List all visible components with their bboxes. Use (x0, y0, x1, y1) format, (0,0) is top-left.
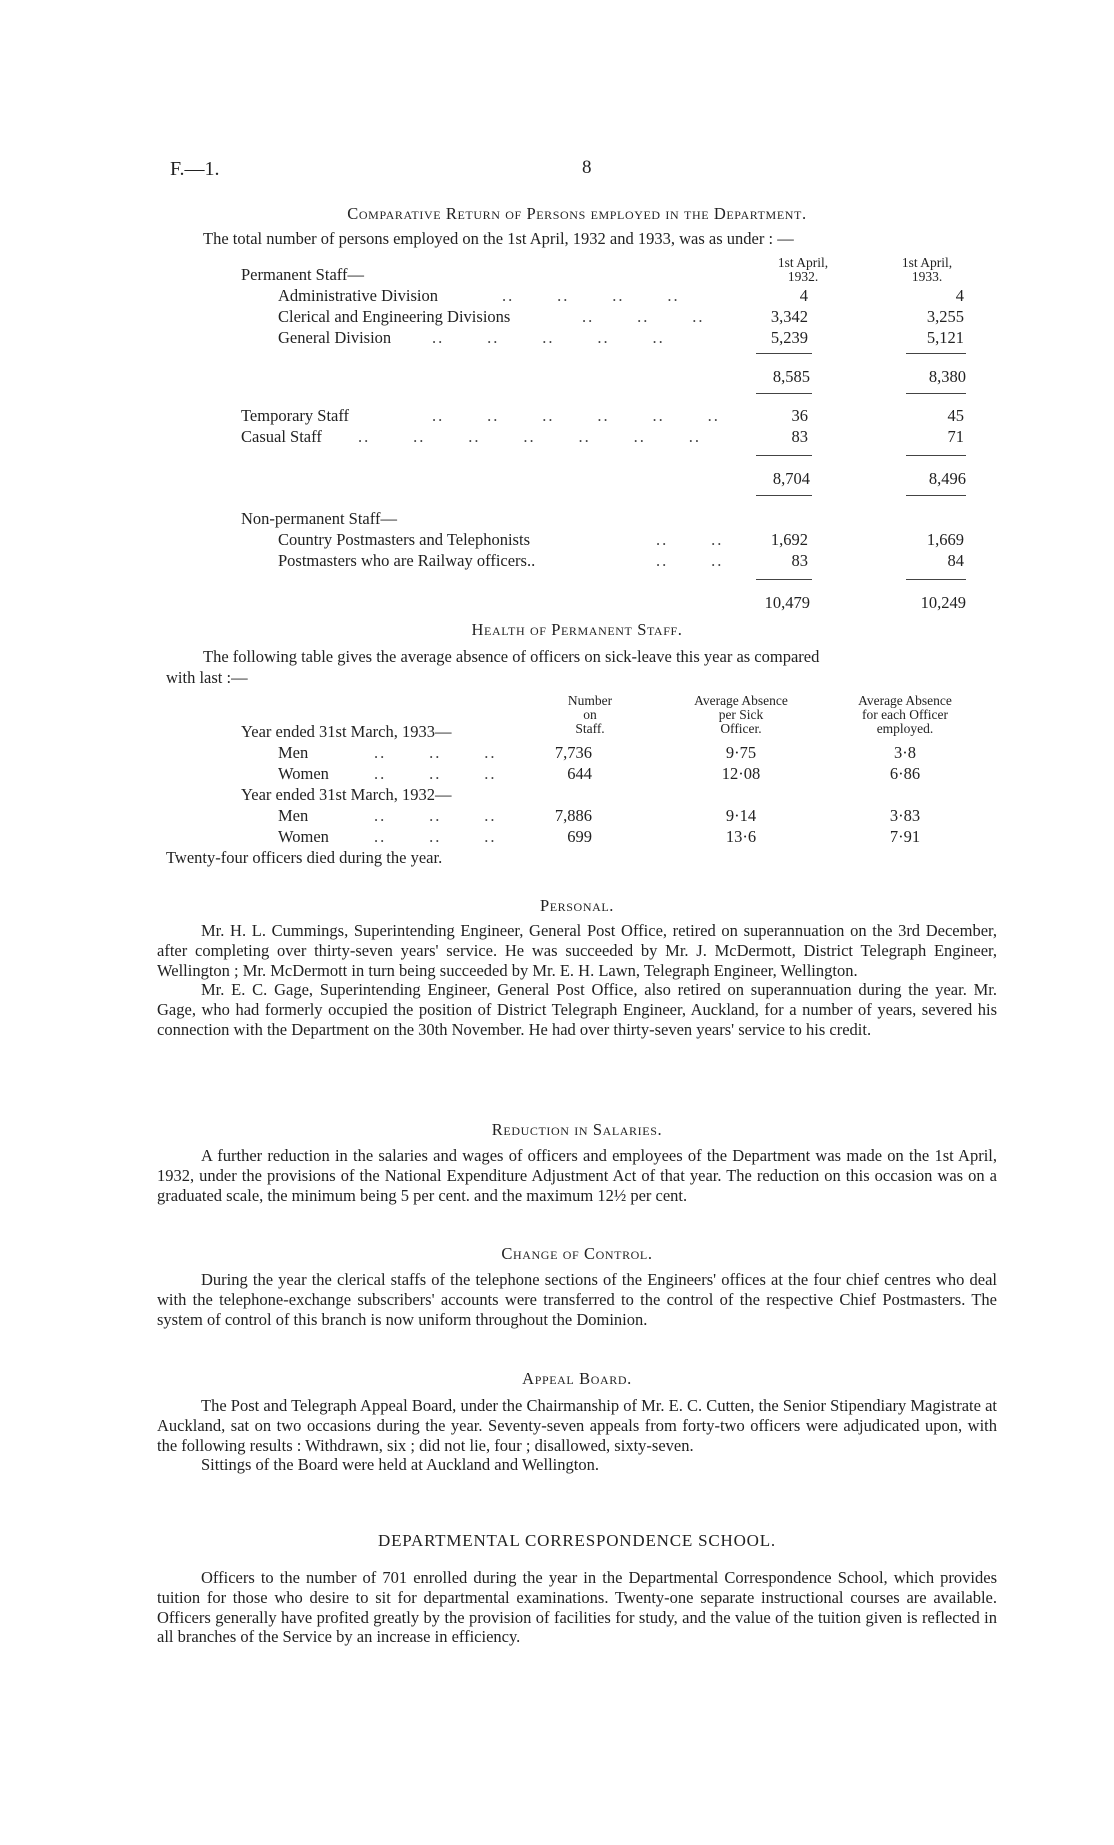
leader-dots: .. .. .. (374, 827, 497, 846)
table-cell-each: 3·83 (889, 806, 921, 825)
table-cell-sick: 9·75 (725, 743, 757, 762)
table-cell-each: 7·91 (889, 827, 921, 846)
leader-dots: .. .. (656, 530, 724, 549)
health-intro-line-2: with last :— (166, 668, 248, 687)
table-cell-each: 3·8 (894, 743, 916, 762)
paragraph: Officers to the number of 701 enrolled during the year in the Departmental Correspondence School, which provides tuition for those who desire to sit for departmental examinations. Twenty-one separate instructional courses are available. Officers generally have profited greatly by the provision of facilities for study, and the value of the tuition given is reflected in all branches of the Service by an increase in efficiency. (157, 1568, 997, 1647)
section-heading-salaries: Reduction in Salaries. (491, 1120, 663, 1139)
paragraph: Mr. H. L. Cummings, Superintending Engineer, General Post Office, retired on superannuation on the 3rd December, after completing over thirty-seven years' service. He was succeeded by Mr. J. McDermott, District Telegraph Engineer, Wellington ; Mr. McDermott in turn being succeeded by Mr. E. H. Lawn, Telegraph Engineer, Wellington. (157, 921, 997, 980)
table-cell-1932: 3,342 (770, 307, 808, 326)
section-heading-school: DEPARTMENTAL CORRESPONDENCE SCHOOL. (378, 1531, 776, 1550)
table-row-label: Administrative Division (278, 286, 438, 305)
leader-dots: .. .. .. (374, 764, 497, 783)
table-row-label: General Division (278, 328, 392, 347)
paragraph: The Post and Telegraph Appeal Board, under the Chairmanship of Mr. E. C. Cutten, the Senior Stipendiary Magistrate at Auckland, sat on two occasions during the year. Seventy-seven appeals from forty-two officers were adjudicated upon, with the following results : Withdrawn, six ; did not lie, four ; disallowed, sixty-seven. (157, 1396, 997, 1455)
table-cell-1933: 5,121 (926, 328, 964, 347)
health-note: Twenty-four officers died during the year. (166, 848, 443, 867)
paragraph: Sittings of the Board were held at Auckland and Wellington. (201, 1455, 599, 1475)
column-header-absence-each: Average Absence for each Officer employed. (858, 693, 952, 737)
paragraph: Mr. E. C. Gage, Superintending Engineer, General Post Office, also retired on superannuation during the year. Mr. Gage, who had formerly occupied the position of District Telegraph Engineer, Auckland, for a number of years, severed his connection with the Department on the 30th November. He had over thirty-seven years' service to his credit. (157, 980, 997, 1039)
table-cell-1933: 3,255 (926, 307, 964, 326)
leader-dots: .. .. .. (374, 743, 497, 762)
comparative-return-intro: The total number of persons employed on the 1st April, 1932 and 1933, was as under : — (203, 229, 794, 248)
year-group-label: Year ended 31st March, 1932— (241, 785, 452, 804)
document-reference: F.—1. (170, 158, 220, 180)
table-row-label: Women (278, 764, 329, 783)
table-cell-staff: 699 (567, 827, 592, 846)
table-cell-1933: 1,669 (926, 530, 964, 549)
table-cell-staff: 7,886 (554, 806, 592, 825)
column-header-number-on-staff: Number on Staff. (567, 693, 613, 737)
total-rule (906, 353, 966, 354)
table-row-label: Temporary Staff (241, 406, 350, 425)
total-rule (756, 455, 812, 456)
total-rule (756, 353, 812, 354)
leader-dots: .. .. .. .. .. .. (432, 406, 720, 425)
table-cell-1932: 4 (799, 286, 808, 305)
table-cell-sick: 9·14 (725, 806, 757, 825)
total-rule (756, 579, 812, 580)
total-rule (756, 393, 812, 394)
school-body (157, 1568, 997, 1647)
control-body (157, 1270, 997, 1329)
personal-body (157, 921, 997, 1040)
table-row-label: Casual Staff (241, 427, 322, 446)
table-cell-1932: 1,692 (770, 530, 808, 549)
table-cell-1932: 83 (791, 427, 808, 446)
subtotal-1932: 8,704 (772, 469, 810, 488)
total-rule (756, 495, 812, 496)
salaries-body (157, 1146, 997, 1205)
table-row-label: Postmasters who are Railway officers.. (278, 551, 536, 570)
paragraph: A further reduction in the salaries and wages of officers and employees of the Department was made on the 1st April, 1932, under the provisions of the National Expenditure Adjustment Act of that year. The reduction on this occasion was on a graduated scale, the minimum being 5 per cent. and the maximum 12½ per cent. (157, 1146, 997, 1205)
subtotal-1933: 8,496 (928, 469, 966, 488)
section-heading-control: Change of Control. (501, 1244, 653, 1263)
leader-dots: .. .. .. (582, 307, 705, 326)
table-row-label: Men (278, 806, 309, 825)
table-cell-1933: 71 (947, 427, 964, 446)
leader-dots: .. .. .. .. .. (432, 328, 665, 347)
permanent-staff-label: Permanent Staff— (241, 265, 364, 284)
table-row-label: Women (278, 827, 329, 846)
section-heading-health: Health of Permanent Staff. (471, 620, 683, 639)
total-rule (906, 495, 966, 496)
section-heading-comparative-return: Comparative Return of Persons employed in the Department. (347, 204, 807, 223)
table-row-label: Clerical and Engineering Divisions (278, 307, 511, 326)
table-cell-1932: 5,239 (770, 328, 808, 347)
column-header-absence-per-sick: Average Absence per Sick Officer. (694, 693, 788, 737)
total-rule (906, 393, 966, 394)
section-heading-appeal: Appeal Board. (522, 1369, 632, 1388)
table-cell-1932: 83 (791, 551, 808, 570)
table-cell-1933: 4 (955, 286, 964, 305)
leader-dots: .. .. (656, 551, 724, 570)
health-intro-line-1: The following table gives the average absence of officers on sick-leave this year as compared (203, 647, 820, 666)
table-cell-1933: 45 (947, 406, 964, 425)
table-cell-staff: 644 (567, 764, 592, 783)
table-cell-1932: 36 (791, 406, 808, 425)
total-rule (906, 579, 966, 580)
section-heading-personal: Personal. (539, 896, 615, 915)
table-cell-sick: 12·08 (721, 764, 761, 783)
grand-total-1933: 10,249 (920, 593, 966, 612)
total-rule (906, 455, 966, 456)
leader-dots: .. .. .. (374, 806, 497, 825)
appeal-body (157, 1396, 997, 1475)
column-header-1933: 1st April, 1933. (901, 255, 953, 285)
leader-dots: .. .. .. .. (502, 286, 680, 305)
paragraph: During the year the clerical staffs of the telephone sections of the Engineers' offices at the four chief centres who deal with the telephone-exchange subscribers' accounts were transferred to the control of the respective Chief Postmasters. The system of control of this branch is now uniform throughout the Dominion. (157, 1270, 997, 1329)
table-cell-each: 6·86 (889, 764, 921, 783)
leader-dots: .. .. .. .. .. .. .. (358, 427, 701, 446)
table-row-label: Country Postmasters and Telephonists (278, 530, 530, 549)
column-header-1932: 1st April, 1932. (777, 255, 829, 285)
page-number: 8 (582, 157, 592, 178)
year-group-label: Year ended 31st March, 1933— (241, 722, 452, 741)
table-cell-staff: 7,736 (554, 743, 592, 762)
permanent-total-1932: 8,585 (772, 367, 810, 386)
table-row-label: Men (278, 743, 309, 762)
grand-total-1932: 10,479 (764, 593, 810, 612)
permanent-total-1933: 8,380 (928, 367, 966, 386)
nonpermanent-staff-label: Non-permanent Staff— (241, 509, 397, 528)
table-cell-1933: 84 (947, 551, 964, 570)
table-cell-sick: 13·6 (725, 827, 757, 846)
